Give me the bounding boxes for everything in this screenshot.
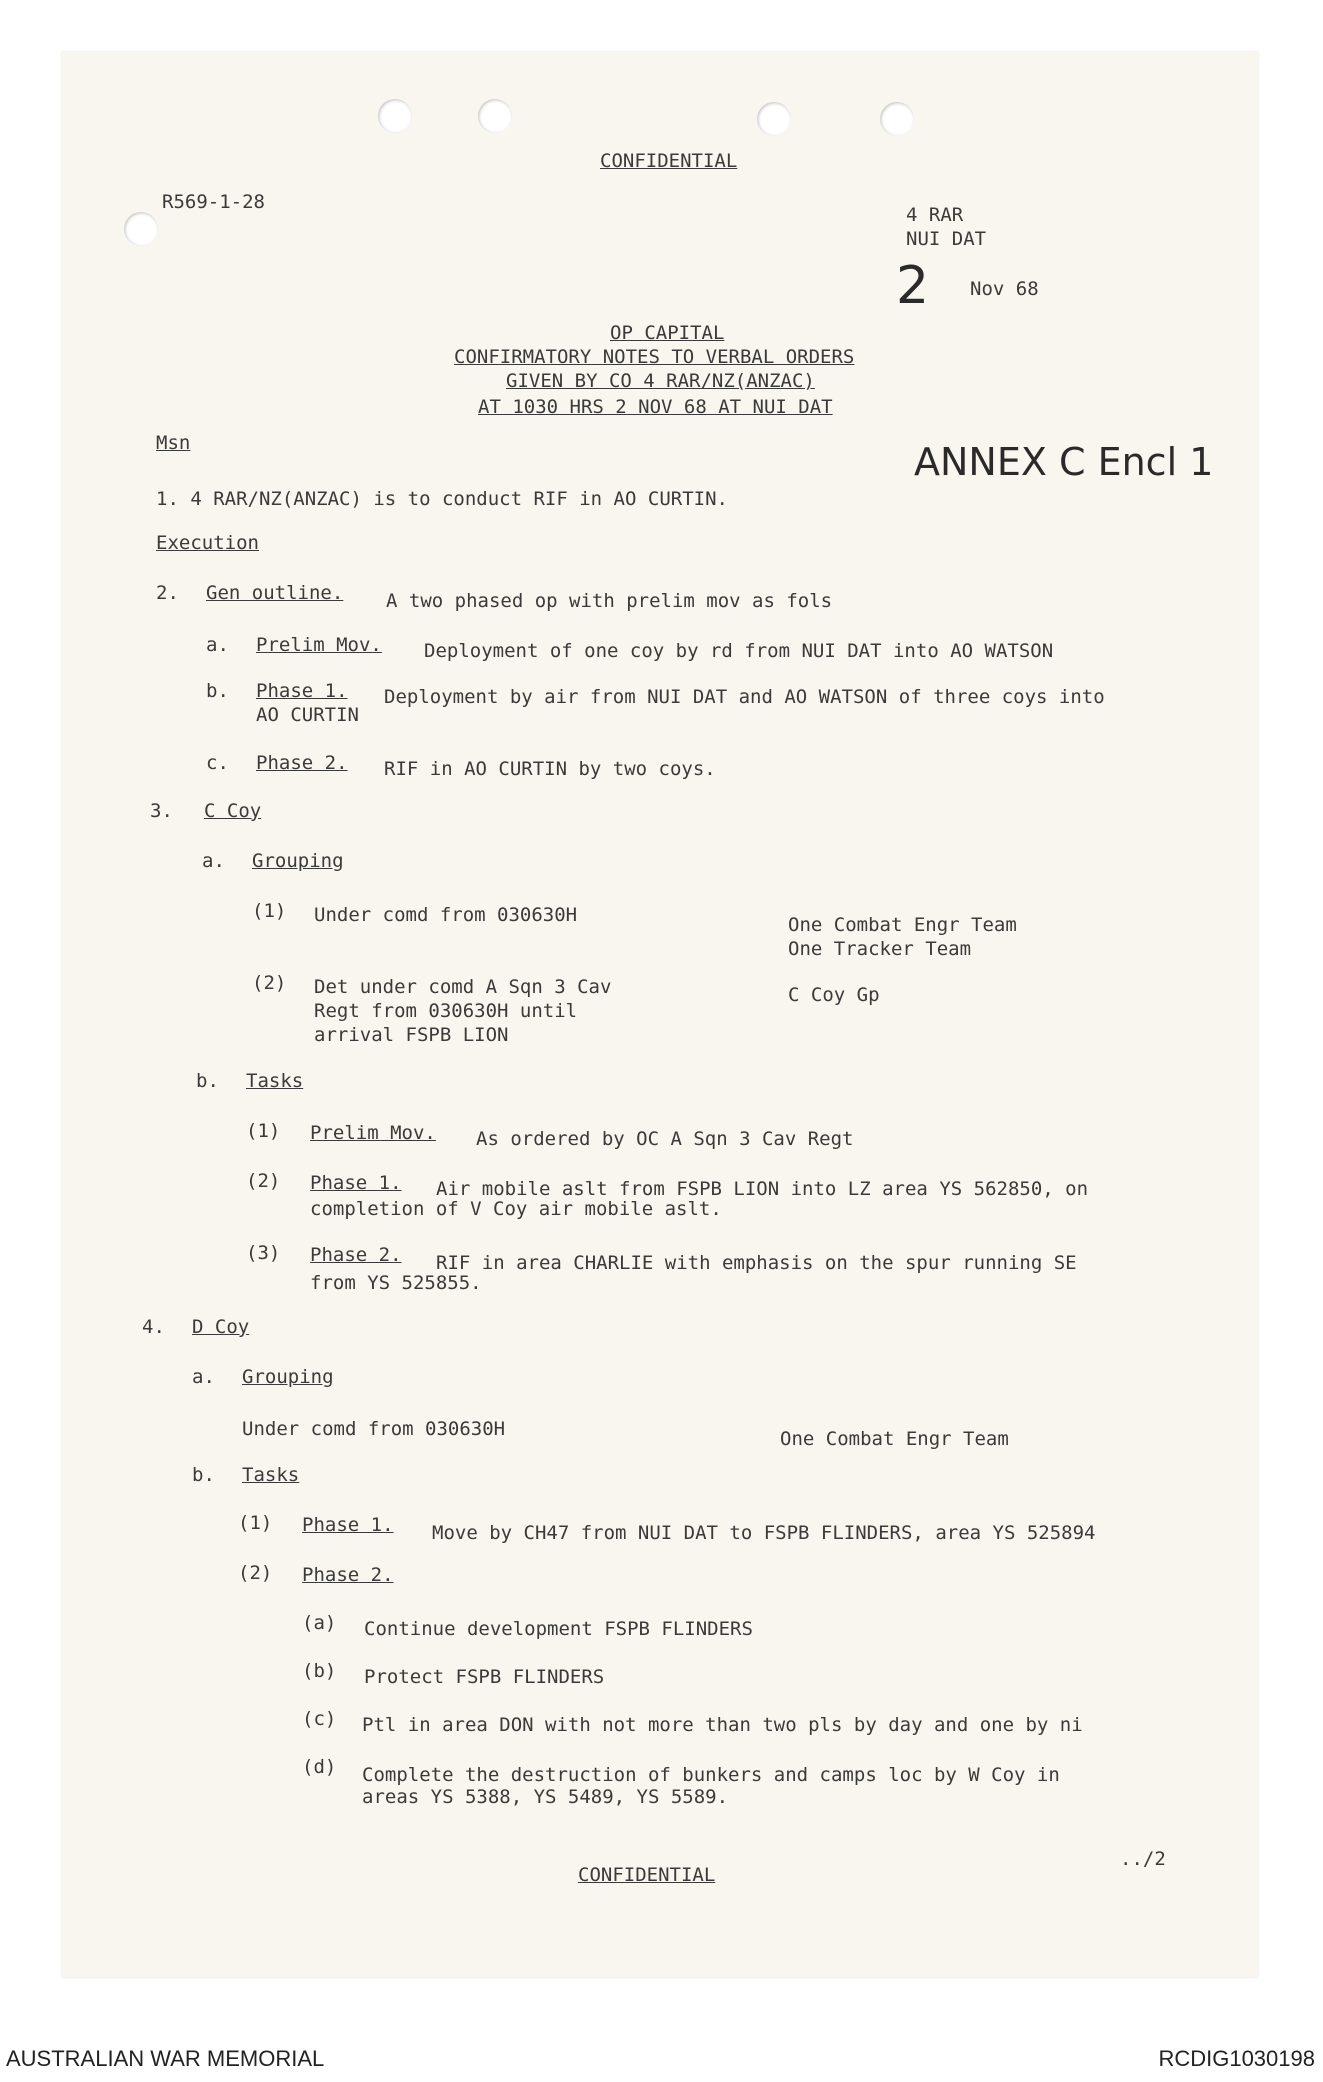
para-3b3-text-continued: from YS 525855. [310, 1272, 482, 1294]
para-4b2c-number: (c) [302, 1708, 337, 1730]
para-4a-number: a. [192, 1366, 215, 1388]
para-4b1-number: (1) [238, 1512, 273, 1534]
para-4b2c-text: Ptl in area DON with not more than two pls by day and one by ni [362, 1714, 1083, 1736]
para-4b2-heading: Phase 2. [302, 1564, 394, 1586]
para-4b2a-text: Continue development FSPB FLINDERS [364, 1618, 753, 1640]
punch-hole [478, 99, 512, 133]
para-3a-heading: Grouping [252, 850, 344, 872]
para-2c-heading: Phase 2. [256, 752, 348, 774]
punch-hole [378, 99, 412, 133]
para-2a-heading: Prelim Mov. [256, 634, 382, 656]
para-4-number: 4. [142, 1316, 165, 1338]
title-line3: GIVEN BY CO 4 RAR/NZ(ANZAC) [506, 370, 815, 392]
location-label: NUI DAT [906, 228, 987, 250]
title-line4: AT 1030 HRS 2 NOV 68 AT NUI DAT [478, 396, 833, 418]
annex-handwritten: ANNEX C Encl 1 [914, 440, 1214, 484]
para-4b-heading: Tasks [242, 1464, 300, 1486]
para-2-heading: Gen outline. [206, 582, 344, 604]
para-3b-number: b. [196, 1070, 219, 1092]
para-2a-text: Deployment of one coy by rd from NUI DAT into AO WATSON [424, 640, 1054, 662]
file-reference: R569-1-28 [162, 191, 265, 213]
classification-top: CONFIDENTIAL [600, 150, 738, 172]
para-4a-text: Under comd from 030630H [242, 1418, 506, 1440]
title-line1: OP CAPITAL [610, 322, 725, 344]
para-3-number: 3. [150, 800, 173, 822]
heading-execution: Execution [156, 532, 259, 554]
para-3a2-right: C Coy Gp [788, 984, 880, 1006]
title-line2: CONFIRMATORY NOTES TO VERBAL ORDERS [454, 346, 855, 368]
para-4a-right: One Combat Engr Team [780, 1428, 1009, 1450]
punch-hole [124, 212, 158, 246]
para-2-text: A two phased op with prelim mov as fols [386, 590, 833, 612]
para-4b2b-number: (b) [302, 1660, 337, 1682]
para-3-heading: C Coy [204, 800, 262, 822]
para-2b-text-continued: AO CURTIN [256, 704, 359, 726]
para-3b2-text: Air mobile aslt from FSPB LION into LZ area YS 562850, on [436, 1178, 1089, 1200]
para-3a2-text-3: arrival FSPB LION [314, 1024, 509, 1046]
para-2b-heading: Phase 1. [256, 680, 348, 702]
para-2c-text: RIF in AO CURTIN by two coys. [384, 758, 716, 780]
punch-hole [757, 102, 791, 136]
heading-msn: Msn [156, 432, 191, 454]
para-3b1-text: As ordered by OC A Sqn 3 Cav Regt [476, 1128, 854, 1150]
para-2-number: 2. [156, 582, 179, 604]
para-3a-number: a. [202, 850, 225, 872]
para-2b-number: b. [206, 680, 229, 702]
para-4b2b-text: Protect FSPB FLINDERS [364, 1666, 605, 1688]
para-3a2-number: (2) [252, 972, 287, 994]
para-4-heading: D Coy [192, 1316, 250, 1338]
para-3b1-number: (1) [246, 1120, 281, 1142]
para-3b3-heading: Phase 2. [310, 1244, 402, 1266]
para-3a2-text-1: Det under comd A Sqn 3 Cav [314, 976, 612, 998]
para-1: 1. 4 RAR/NZ(ANZAC) is to conduct RIF in AO CURTIN. [156, 488, 728, 510]
para-3a1-right-2: One Tracker Team [788, 938, 972, 960]
classification-bottom: CONFIDENTIAL [578, 1864, 716, 1886]
para-3a1-text: Under comd from 030630H [314, 904, 578, 926]
para-4b2d-text: Complete the destruction of bunkers and camps loc by W Coy in [362, 1764, 1060, 1786]
para-3a1-right-1: One Combat Engr Team [788, 914, 1017, 936]
para-4b2a-number: (a) [302, 1612, 337, 1634]
para-4b2d-number: (d) [302, 1756, 337, 1778]
para-4b1-text: Move by CH47 from NUI DAT to FSPB FLINDERS, area YS 525894 [432, 1522, 1096, 1544]
para-3b2-number: (2) [246, 1170, 281, 1192]
page-continuation: ../2 [1120, 1848, 1166, 1870]
para-3a1-number: (1) [252, 900, 287, 922]
para-4b1-heading: Phase 1. [302, 1514, 394, 1536]
para-3a2-text-2: Regt from 030630H until [314, 1000, 578, 1022]
para-4a-heading: Grouping [242, 1366, 334, 1388]
para-3b3-text: RIF in area CHARLIE with emphasis on the spur running SE [436, 1252, 1077, 1274]
para-4b-number: b. [192, 1464, 215, 1486]
para-4b2-number: (2) [238, 1562, 273, 1584]
para-3b3-number: (3) [246, 1242, 281, 1264]
archive-footer-right: RCDIG1030198 [1158, 2046, 1315, 2071]
para-2a-number: a. [206, 634, 229, 656]
para-2b-text: Deployment by air from NUI DAT and AO WATSON of three coys into [384, 686, 1105, 708]
punch-hole [880, 102, 914, 136]
archive-footer-left: AUSTRALIAN WAR MEMORIAL [6, 2046, 325, 2071]
unit-label: 4 RAR [906, 204, 964, 226]
para-2c-number: c. [206, 752, 229, 774]
date-day-handwritten: 2 [896, 256, 930, 316]
para-3b2-text-continued: completion of V Coy air mobile aslt. [310, 1198, 722, 1220]
para-4b2d-text-continued: areas YS 5388, YS 5489, YS 5589. [362, 1786, 729, 1808]
para-3b-heading: Tasks [246, 1070, 304, 1092]
date-rest: Nov 68 [970, 278, 1039, 300]
para-3b2-heading: Phase 1. [310, 1172, 402, 1194]
para-3b1-heading: Prelim Mov. [310, 1122, 436, 1144]
